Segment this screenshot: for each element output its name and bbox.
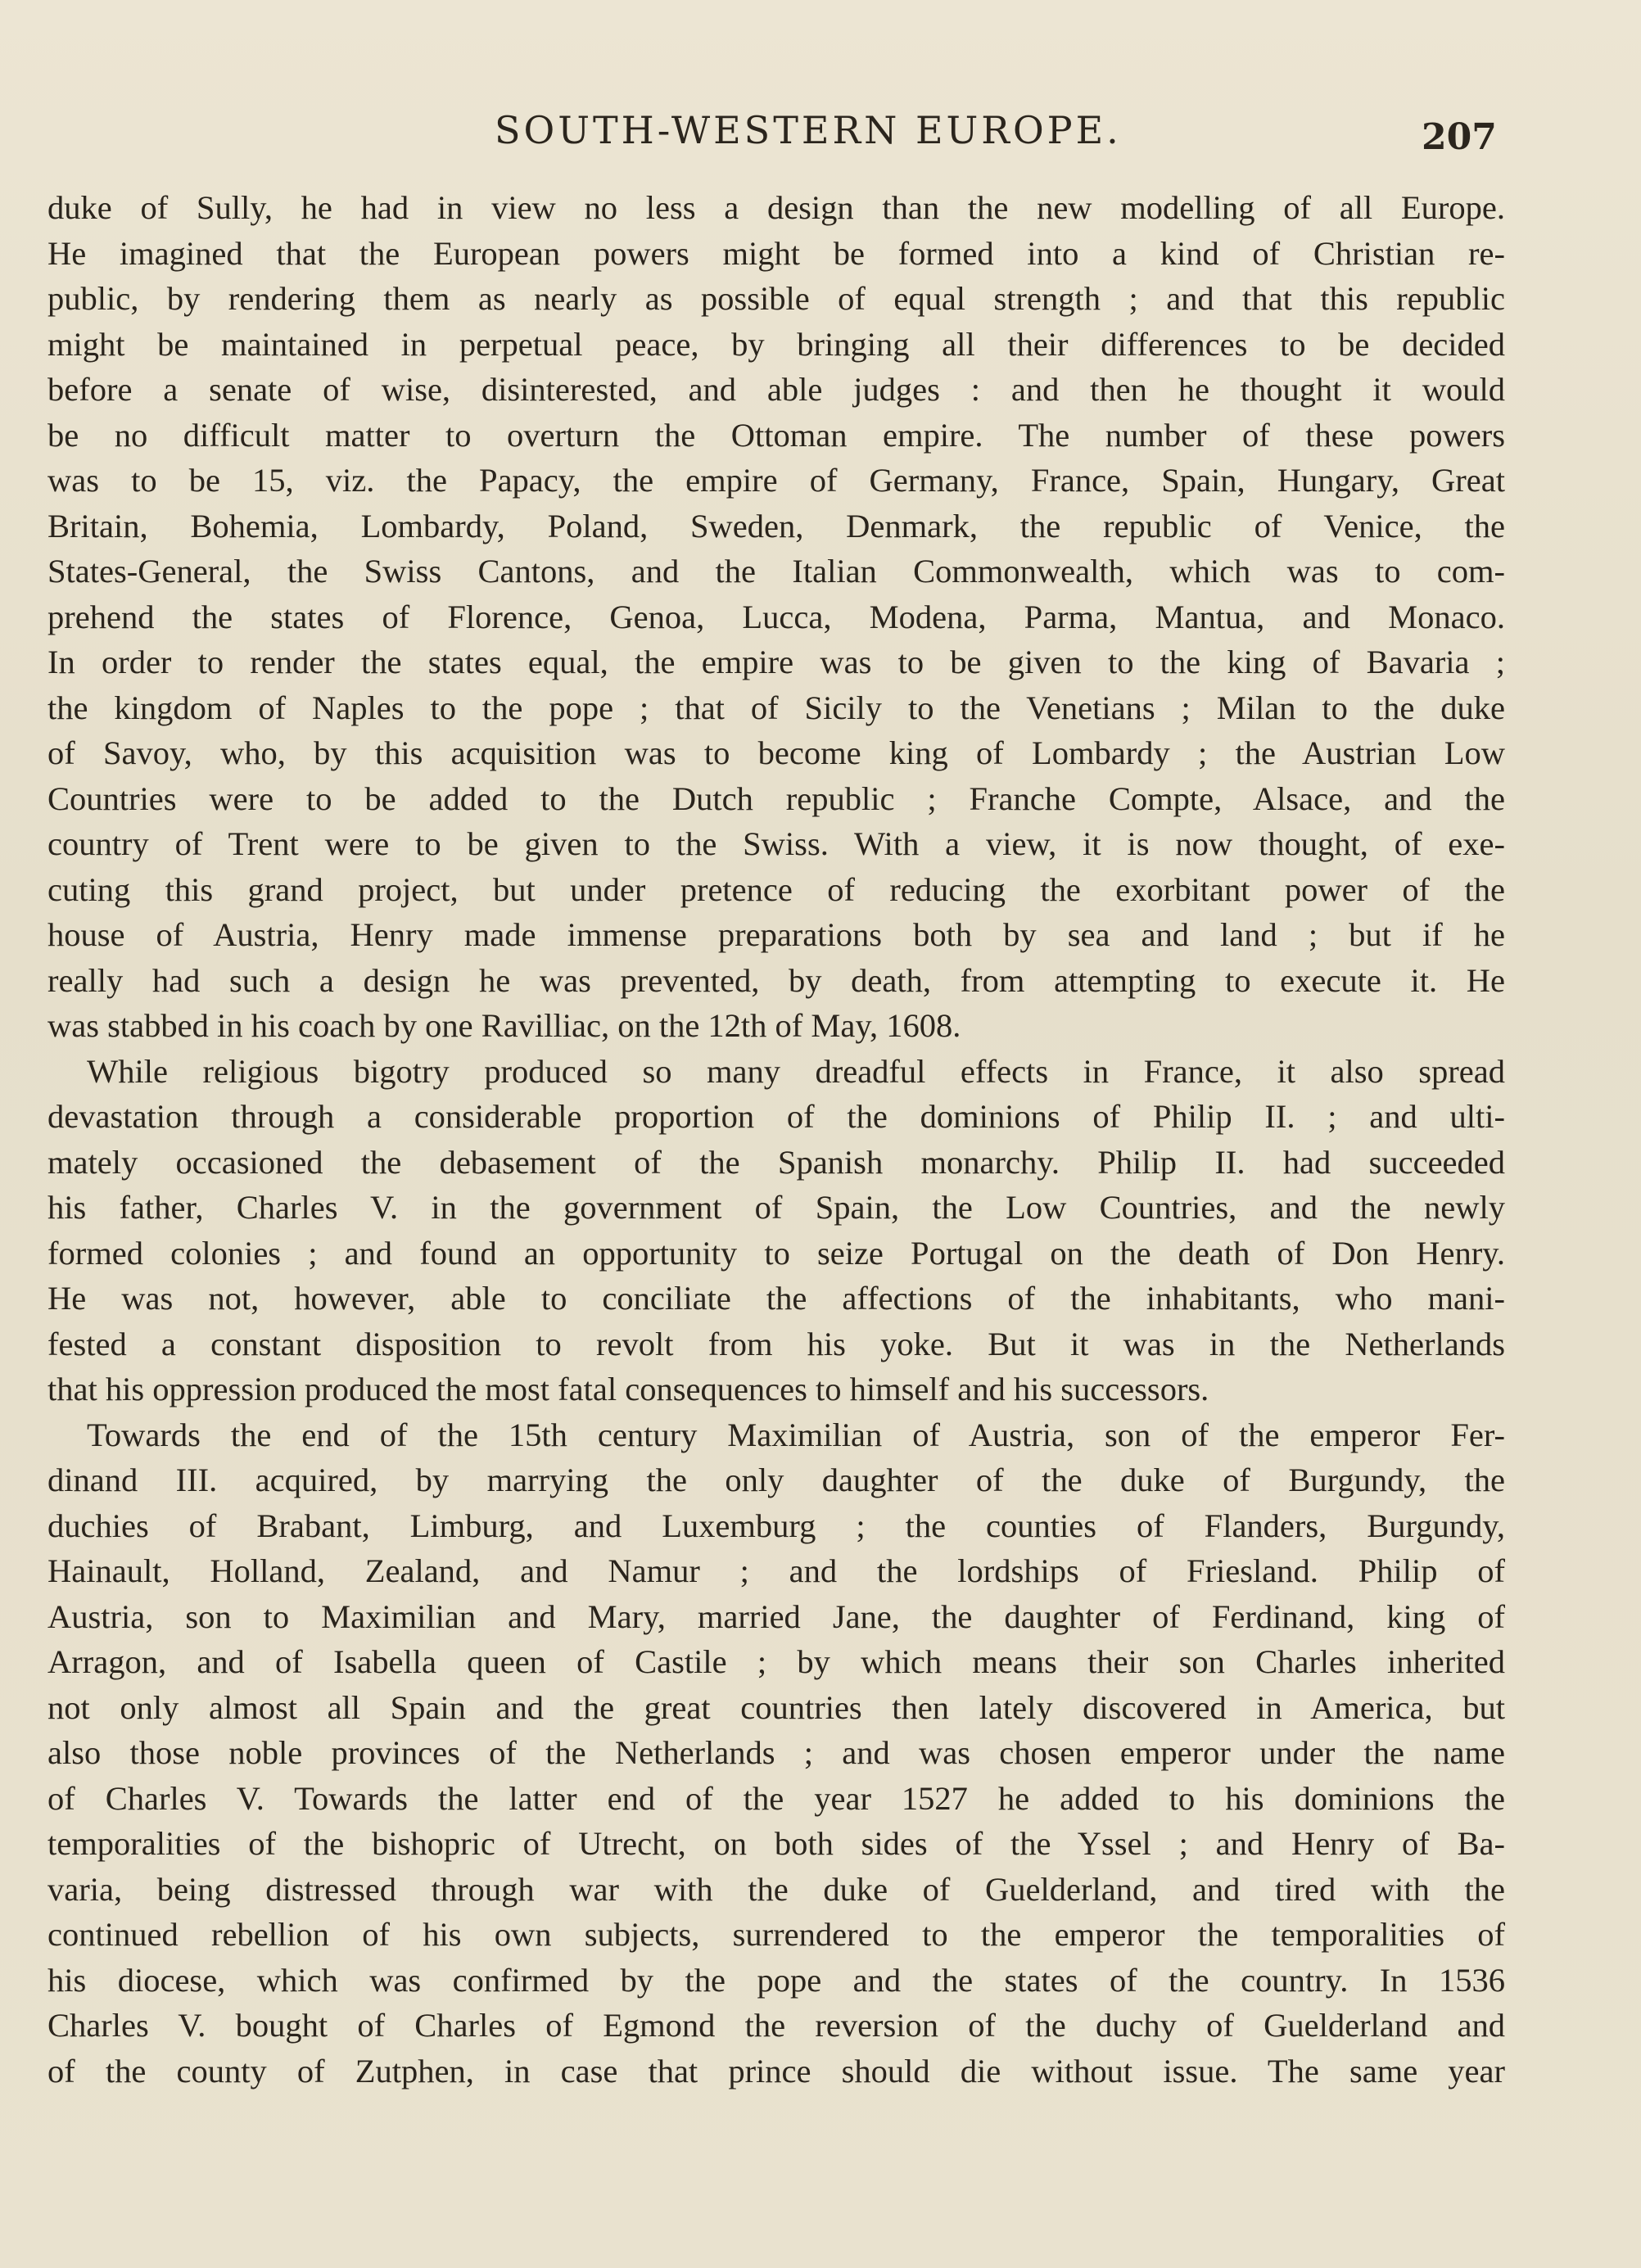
body-text	[47, 185, 1505, 2094]
text-line: temporalities of the bishopric of Utrecht, on both sides of the Yssel ; and Henry of Ba-	[47, 1825, 1505, 1862]
text-line: Britain, Bohemia, Lombardy, Poland, Sweden, Denmark, the republic of Venice, the	[47, 507, 1505, 544]
text-line: the kingdom of Naples to the pope ; that of Sicily to the Venetians ; Milan to the duke	[47, 689, 1505, 726]
text-line: public, by rendering them as nearly as possible of equal strength ; and that this republic	[47, 280, 1505, 317]
text-line: be no difficult matter to overturn the Ottoman empire. The number of these powers	[47, 416, 1505, 454]
page-number: 207	[1422, 116, 1497, 158]
text-line: He imagined that the European powers might be formed into a kind of Christian re-	[47, 234, 1505, 272]
text-line: In order to render the states equal, the empire was to be given to the king of Bavaria ;	[47, 644, 1505, 680]
text-line: duchies of Brabant, Limburg, and Luxemburg ; the counties of Flanders, Burgundy,	[47, 1507, 1505, 1544]
text-line: house of Austria, Henry made immense preparations both by sea and land ; but if he	[47, 916, 1505, 953]
text-line: his diocese, which was confirmed by the pope and the states of the country. In 1536	[47, 1961, 1505, 1999]
text-line: his father, Charles V. in the government of Spain, the Low Countries, and the newly	[47, 1189, 1505, 1226]
text-line: not only almost all Spain and the great countries then lately discovered in America, but	[47, 1688, 1505, 1726]
text-line: Towards the end of the 15th century Maximilian of Austria, son of the emperor Fer-	[87, 1416, 1505, 1453]
text-line: formed colonies ; and found an opportunity to seize Portugal on the death of Don Henry.	[47, 1234, 1505, 1272]
text-line: While religious bigotry produced so many dreadful effects in France, it also spread	[87, 1052, 1505, 1090]
text-line: cuting this grand project, but under pretence of reducing the exorbitant power of the	[47, 870, 1505, 908]
text-line: that his oppression produced the most fatal consequences to himself and his successors.	[47, 1371, 1209, 1407]
text-line: might be maintained in perpetual peace, by bringing all their differences to be decided	[47, 325, 1505, 363]
text-line: continued rebellion of his own subjects, surrendered to the emperor the temporalities of	[47, 1916, 1505, 1953]
text-line: of the county of Zutphen, in case that prince should die without issue. The same year	[47, 2052, 1505, 2090]
text-line: of Charles V. Towards the latter end of the year 1527 he added to his dominions the	[47, 1779, 1505, 1817]
text-line: fested a constant disposition to revolt from his yoke. But it was in the Netherlands	[47, 1325, 1505, 1362]
text-line: before a senate of wise, disinterested, and able judges : and then he thought it would	[47, 371, 1505, 408]
text-line: dinand III. acquired, by marrying the only daughter of the duke of Burgundy, the	[47, 1462, 1505, 1498]
text-line: was to be 15, viz. the Papacy, the empire of Germany, France, Spain, Hungary, Great	[47, 462, 1505, 499]
text-line: varia, being distressed through war with the duke of Guelderland, and tired with the	[47, 1870, 1505, 1908]
text-line: mately occasioned the debasement of the Spanish monarchy. Philip II. had succeeded	[47, 1143, 1505, 1181]
text-line: Charles V. bought of Charles of Egmond the reversion of the duchy of Guelderland and	[47, 2007, 1505, 2044]
text-line: of Savoy, who, by this acquisition was to become king of Lombardy ; the Austrian Low	[47, 734, 1505, 771]
text-line: He was not, however, able to conciliate the affections of the inhabitants, who mani-	[47, 1280, 1505, 1317]
text-line: country of Trent were to be given to the Swiss. With a view, it is now thought, of exe-	[47, 825, 1505, 862]
running-head	[0, 108, 1641, 165]
text-line: prehend the states of Florence, Genoa, Lucca, Modena, Parma, Mantua, and Monaco.	[47, 598, 1505, 635]
text-line: Austria, son to Maximilian and Mary, married Jane, the daughter of Ferdinand, king of	[47, 1597, 1505, 1635]
running-title: SOUTH-WESTERN EUROPE.	[495, 108, 1122, 152]
text-line: also those noble provinces of the Netherlands ; and was chosen emperor under the name	[47, 1734, 1505, 1771]
text-line: Arragon, and of Isabella queen of Castile ; by which means their son Charles inherited	[47, 1643, 1505, 1680]
text-line: Hainault, Holland, Zealand, and Namur ; and the lordships of Friesland. Philip of	[47, 1552, 1505, 1589]
text-line: States-General, the Swiss Cantons, and the Italian Commonwealth, which was to com-	[47, 553, 1505, 590]
text-line: Countries were to be added to the Dutch republic ; Franche Compte, Alsace, and the	[47, 779, 1505, 817]
text-line: really had such a design he was prevented, by death, from attempting to execute it. He	[47, 961, 1505, 999]
text-line: devastation through a considerable proportion of the dominions of Philip II. ; and ulti-	[47, 1098, 1505, 1135]
text-line: duke of Sully, he had in view no less a design than the new modelling of all Europe.	[47, 189, 1505, 226]
text-line: was stabbed in his coach by one Ravilliac, on the 12th of May, 1608.	[47, 1007, 961, 1044]
